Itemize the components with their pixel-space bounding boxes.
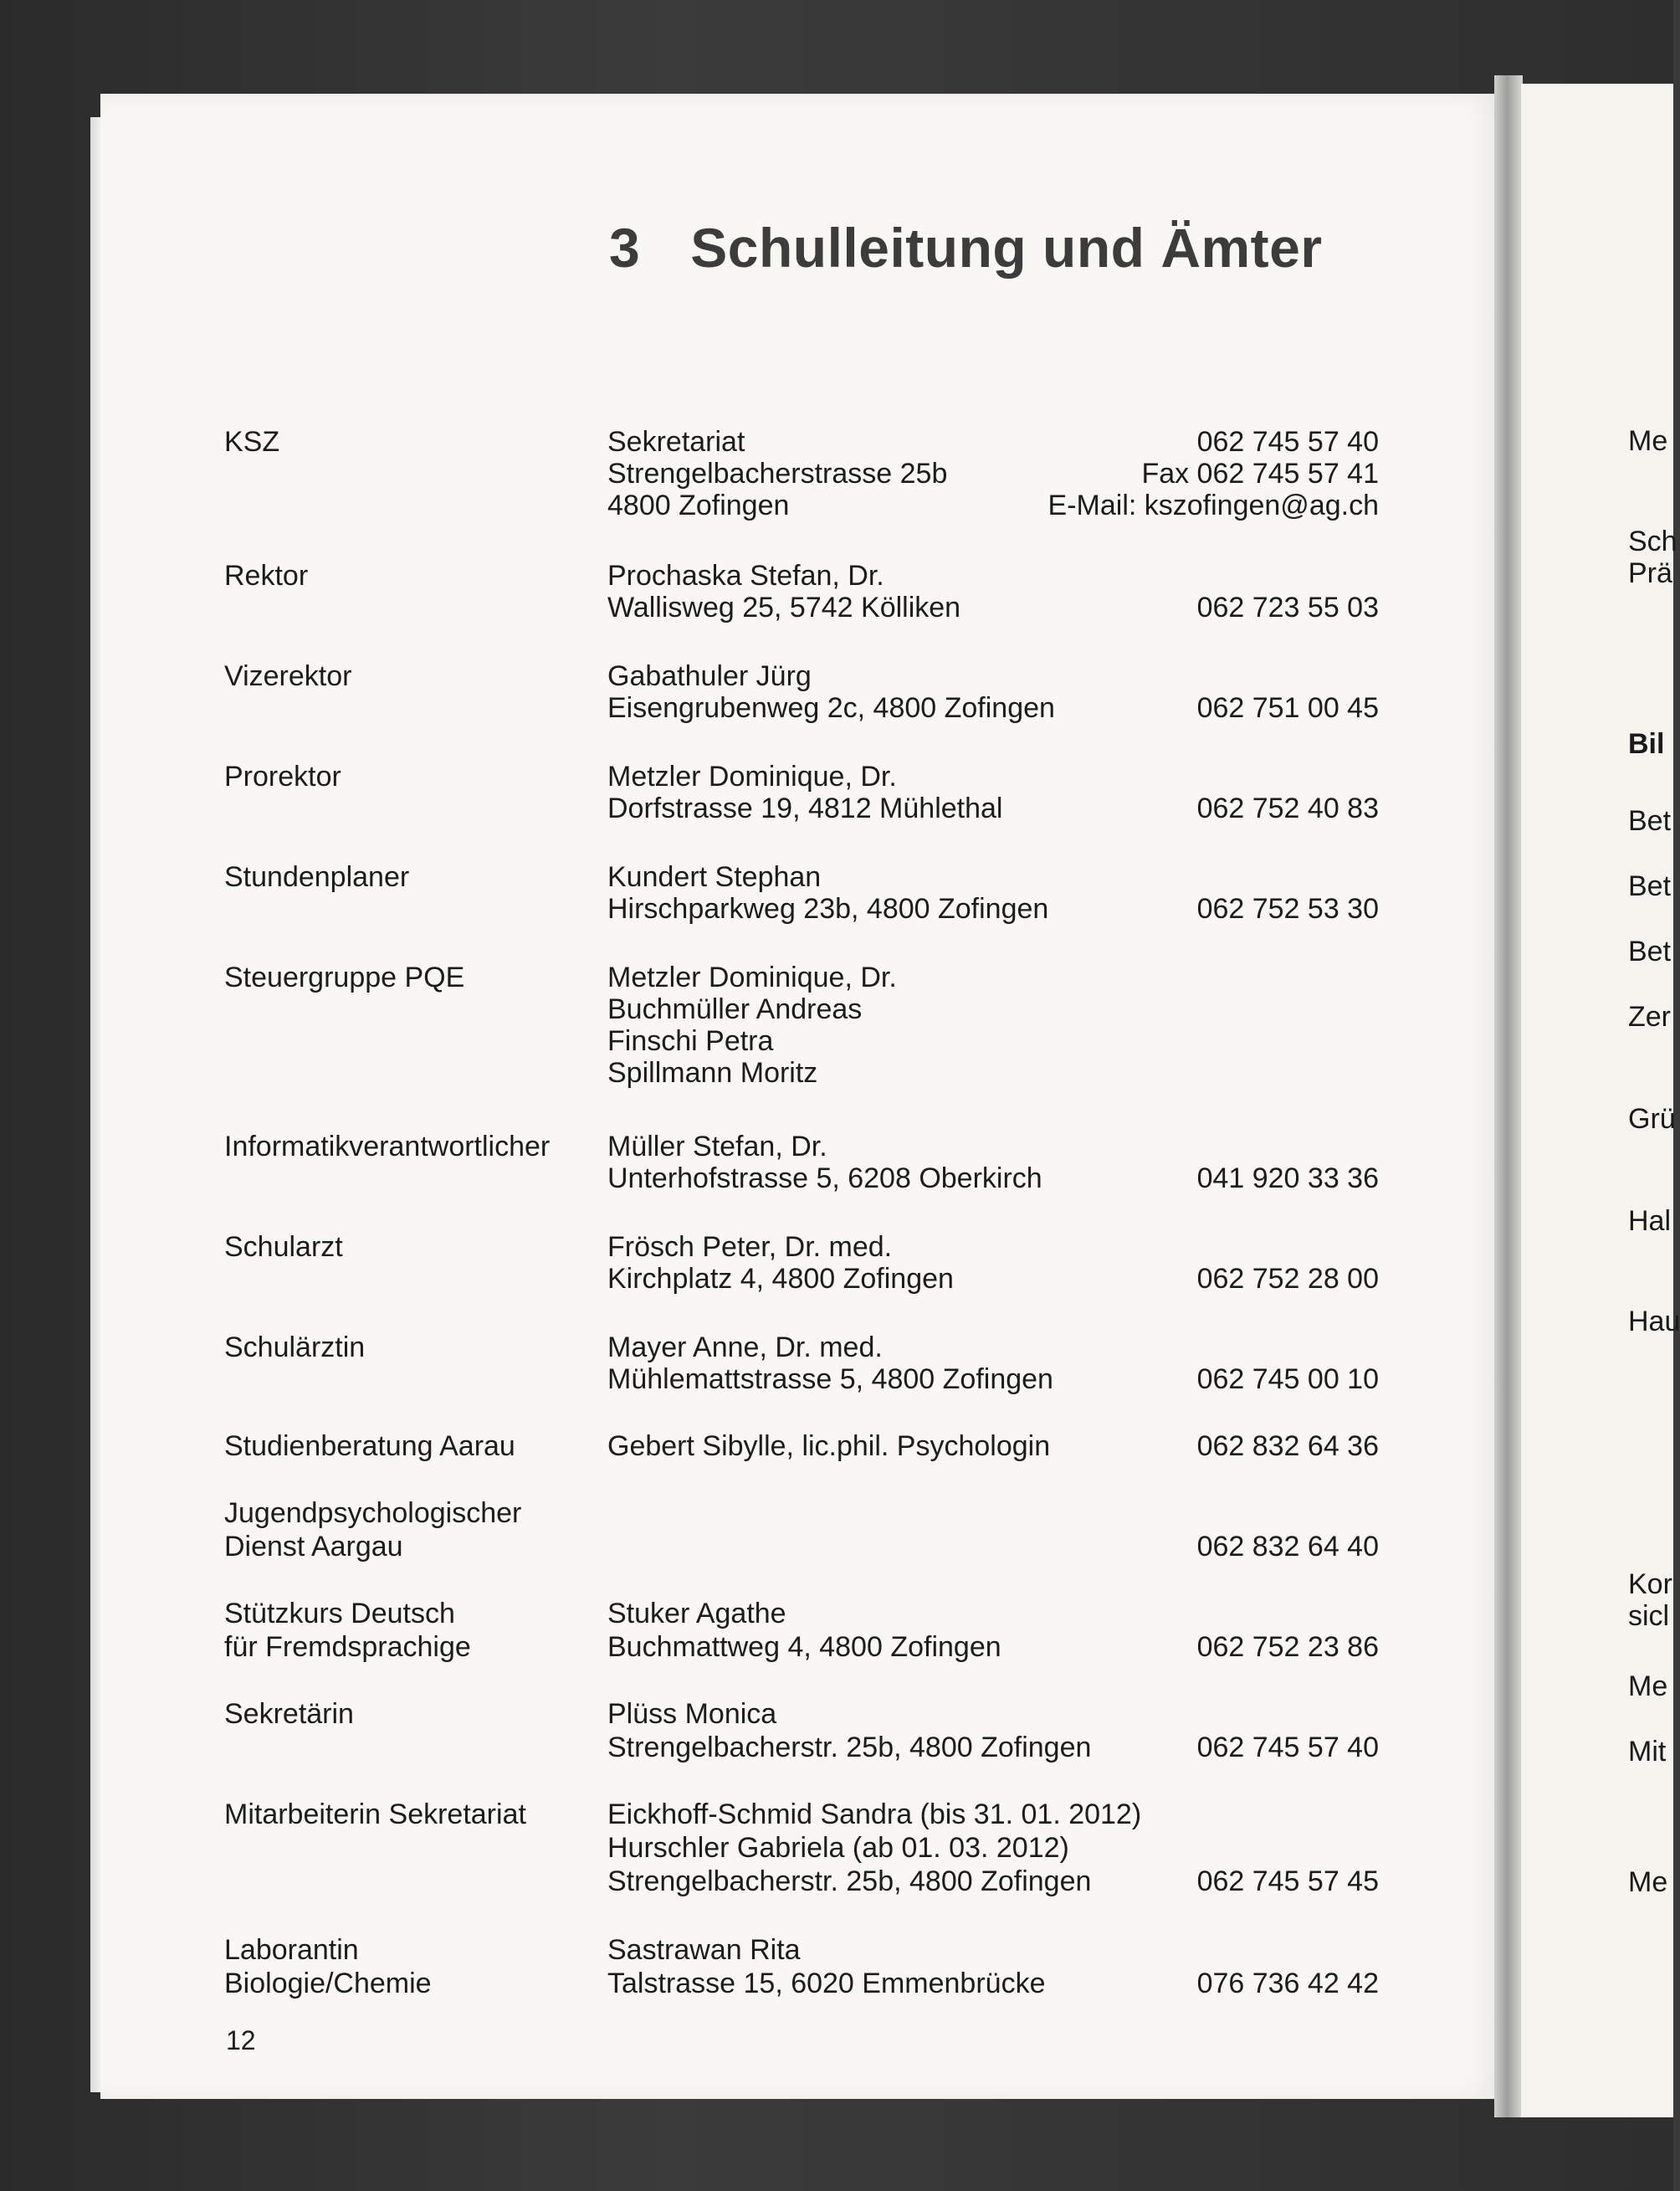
- entry-line: Stuker Agathe: [607, 1598, 786, 1629]
- page-title: [609, 216, 1323, 280]
- entry-line: Wallisweg 25, 5742 Kölliken: [607, 592, 961, 623]
- entry-role: Prorektor: [224, 761, 341, 793]
- entry-role: Stundenplaner: [224, 861, 410, 893]
- entry-role: Vizerektor: [224, 660, 352, 692]
- entry-line: Strengelbacherstr. 25b, 4800 Zofingen: [607, 1732, 1092, 1763]
- right-page-fragment: Grü: [1628, 1103, 1676, 1135]
- right-page-fragment: Sch: [1628, 526, 1677, 557]
- entry-phone: 062 745 57 40: [1196, 426, 1379, 458]
- entry-phone: 062 745 00 10: [1196, 1363, 1379, 1395]
- right-page-fragment: Bil: [1628, 728, 1665, 760]
- entry-role: Informatikverantwortlicher: [224, 1131, 551, 1162]
- entry-line: Hurschler Gabriela (ab 01. 03. 2012): [607, 1832, 1069, 1864]
- right-page-fragment: Me: [1628, 1670, 1668, 1702]
- entry-line: Plüss Monica: [607, 1698, 777, 1730]
- entry-role: Laborantin: [224, 1934, 359, 1966]
- right-page: [1521, 84, 1680, 2117]
- entry-line: Strengelbacherstr. 25b, 4800 Zofingen: [607, 1865, 1092, 1897]
- page-number: 12: [226, 2025, 256, 2055]
- entry-line: Buchmüller Andreas: [607, 993, 863, 1025]
- entry-line: Unterhofstrasse 5, 6208 Oberkirch: [607, 1162, 1042, 1194]
- chapter-number: 3: [609, 217, 641, 279]
- entry-role: Studienberatung Aarau: [224, 1430, 515, 1462]
- chapter-title: Schulleitung und Ämter: [690, 217, 1323, 279]
- entry-line: Metzler Dominique, Dr.: [607, 962, 897, 993]
- entry-line: Strengelbacherstrasse 25b: [607, 458, 948, 490]
- right-page-fragment: Me: [1628, 425, 1668, 457]
- entry-line: Hirschparkweg 23b, 4800 Zofingen: [607, 893, 1049, 925]
- entry-line: Metzler Dominique, Dr.: [607, 761, 897, 793]
- entry-role: Sekretärin: [224, 1698, 354, 1730]
- entry-line: Eisengrubenweg 2c, 4800 Zofingen: [607, 692, 1055, 724]
- entry-line: Kundert Stephan: [607, 861, 822, 893]
- entry-role: Steuergruppe PQE: [224, 962, 465, 993]
- book-gutter: [1494, 75, 1523, 2117]
- entry-line: Mayer Anne, Dr. med.: [607, 1332, 883, 1363]
- entry-line: Mühlemattstrasse 5, 4800 Zofingen: [607, 1363, 1053, 1395]
- entry-phone: 062 745 57 40: [1196, 1732, 1379, 1763]
- right-page-fragment: Mit: [1628, 1736, 1667, 1768]
- entry-line: 4800 Zofingen: [607, 490, 790, 521]
- entry-phone: 062 832 64 40: [1196, 1531, 1379, 1562]
- entry-line: Dorfstrasse 19, 4812 Mühlethal: [607, 793, 1003, 824]
- entry-phone: 062 832 64 36: [1196, 1430, 1379, 1462]
- entry-phone: 062 752 28 00: [1196, 1263, 1379, 1295]
- entry-line: Gabathuler Jürg: [607, 660, 812, 692]
- entry-line: Buchmattweg 4, 4800 Zofingen: [607, 1631, 1001, 1663]
- entry-phone: 076 736 42 42: [1196, 1968, 1379, 1999]
- entry-line: Sekretariat: [607, 426, 745, 458]
- entry-role: Dienst Aargau: [224, 1531, 403, 1562]
- entry-line: Müller Stefan, Dr.: [607, 1131, 827, 1162]
- entry-phone: 062 752 40 83: [1196, 793, 1379, 824]
- entry-line: Gebert Sibylle, lic.phil. Psychologin: [607, 1430, 1051, 1462]
- entry-line: Frösch Peter, Dr. med.: [607, 1231, 893, 1263]
- entry-line: Prochaska Stefan, Dr.: [607, 560, 884, 592]
- entry-role: Biologie/Chemie: [224, 1968, 432, 1999]
- right-page-fragment: Bet: [1628, 870, 1672, 902]
- entry-role: Stützkurs Deutsch: [224, 1598, 455, 1629]
- entry-fax: Fax 062 745 57 41: [1141, 458, 1379, 490]
- right-page-fragment: Kor: [1628, 1568, 1672, 1600]
- entry-phone: 062 723 55 03: [1196, 592, 1379, 623]
- right-page-fragment: Bet: [1628, 936, 1672, 967]
- entry-line: Spillmann Moritz: [607, 1057, 818, 1089]
- right-page-fragment: sicl: [1628, 1600, 1670, 1632]
- entry-role: Jugendpsychologischer: [224, 1497, 522, 1529]
- entry-phone: 041 920 33 36: [1196, 1162, 1379, 1194]
- right-page-fragment: Prä: [1628, 557, 1672, 589]
- right-page-fragment: Bet: [1628, 805, 1672, 837]
- entry-phone: 062 752 23 86: [1196, 1631, 1379, 1663]
- entry-line: Eickhoff-Schmid Sandra (bis 31. 01. 2012): [607, 1798, 1142, 1830]
- entry-line: Kirchplatz 4, 4800 Zofingen: [607, 1263, 954, 1295]
- entry-role: Mitarbeiterin Sekretariat: [224, 1798, 526, 1830]
- entry-phone: 062 752 53 30: [1196, 893, 1379, 925]
- entry-line: Sastrawan Rita: [607, 1934, 801, 1966]
- right-page-fragment: Hau: [1628, 1306, 1680, 1337]
- entry-email: E-Mail: kszofingen@ag.ch: [1047, 490, 1379, 521]
- entry-role: Schularzt: [224, 1231, 343, 1263]
- entry-role: Rektor: [224, 560, 309, 592]
- entry-line: Talstrasse 15, 6020 Emmenbrücke: [607, 1968, 1046, 1999]
- entry-phone: 062 745 57 45: [1196, 1865, 1379, 1897]
- right-page-fragment: Hal: [1628, 1205, 1672, 1237]
- right-page-fragment: Zer: [1628, 1001, 1671, 1033]
- entry-role: KSZ: [224, 426, 280, 458]
- entry-role: für Fremdsprachige: [224, 1631, 471, 1663]
- entry-phone: 062 751 00 45: [1196, 692, 1379, 724]
- entry-role: Schulärztin: [224, 1332, 366, 1363]
- entry-line: Finschi Petra: [607, 1025, 774, 1057]
- right-page-fragment: Me: [1628, 1866, 1668, 1898]
